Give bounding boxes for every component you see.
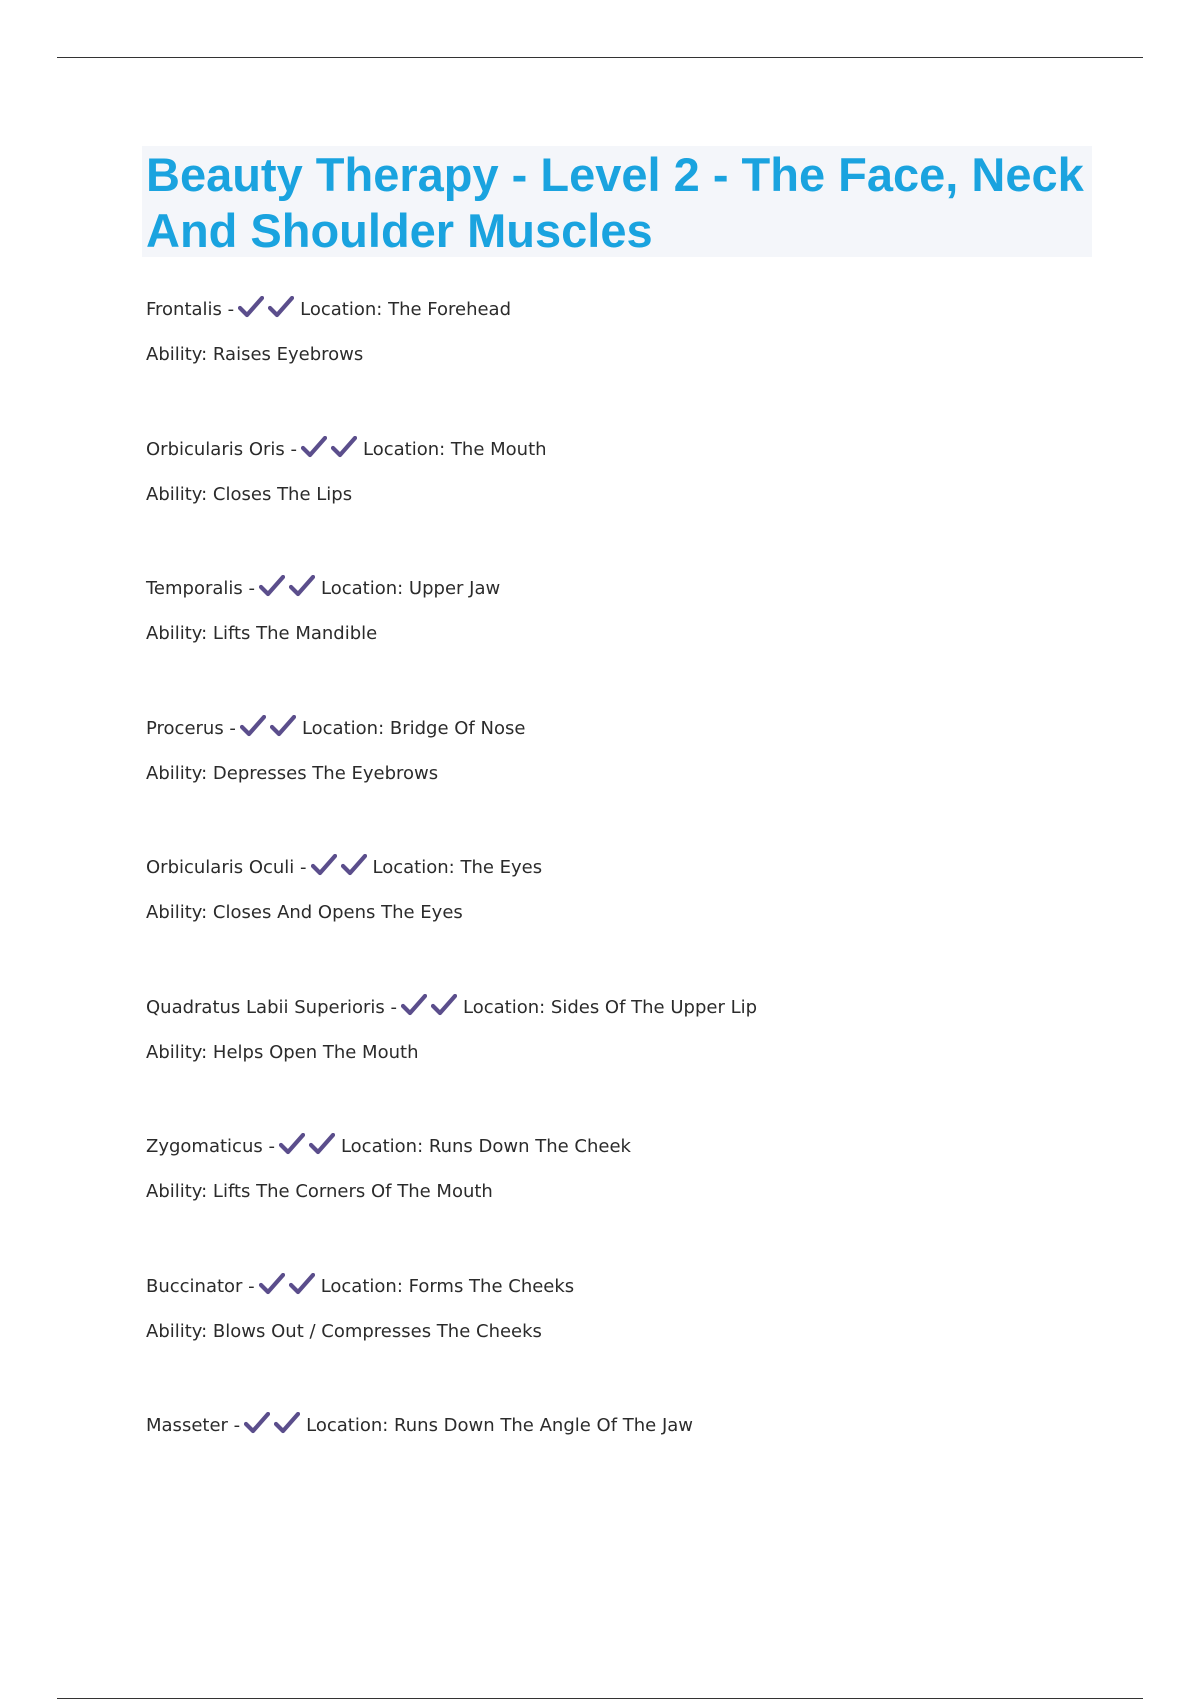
term-label: Procerus - (146, 717, 236, 739)
location-text: Location: The Mouth (363, 438, 547, 460)
term-label: Orbicularis Oris - (146, 438, 297, 460)
location-text: Location: Upper Jaw (321, 578, 501, 599)
checkmark-icon (431, 994, 457, 1016)
answer-checkmarks (244, 1412, 304, 1441)
checkmark-icon (311, 854, 337, 876)
checkmark-icon (279, 1133, 305, 1155)
term-label: Masseter - (146, 1415, 241, 1436)
ability-text: Ability: Closes The Lips (146, 483, 353, 505)
title-banner (142, 146, 1092, 257)
answer-checkmarks (240, 715, 300, 744)
checkmark-icon (401, 994, 427, 1016)
flashcard-entry (146, 715, 1086, 855)
term-label: Quadratus Labii Superioris - (146, 996, 397, 1018)
checkmark-icon (268, 296, 294, 318)
ability-text: Ability: Closes And Opens The Eyes (146, 902, 463, 923)
term-line (146, 436, 1086, 460)
location-text: Location: Runs Down The Cheek (340, 1136, 631, 1157)
flashcard-entry (146, 296, 1086, 436)
flashcard-entry (146, 575, 1086, 715)
term-line (146, 854, 1086, 878)
checkmark-icon (331, 436, 357, 458)
answer-checkmarks (259, 575, 319, 604)
bottom-rule (57, 1698, 1143, 1699)
checkmark-icon (240, 715, 266, 737)
flashcard-entry (146, 436, 1086, 576)
checkmark-icon (259, 575, 285, 597)
flashcard-entry (146, 854, 1086, 994)
checkmark-icon (259, 1273, 285, 1295)
checkmark-icon (301, 436, 327, 458)
flashcard-entry (146, 1133, 1086, 1273)
answer-checkmarks (259, 1273, 319, 1302)
ability-text: Ability: Helps Open The Mouth (146, 1041, 419, 1063)
checkmark-icon (238, 296, 264, 318)
ability-text: Ability: Raises Eyebrows (146, 344, 364, 365)
location-text: Location: The Forehead (300, 299, 512, 320)
answer-checkmarks (238, 296, 298, 325)
answer-checkmarks (311, 854, 371, 883)
location-text: Location: Runs Down The Angle Of The Jaw (306, 1415, 694, 1436)
term-label: Zygomaticus - (146, 1136, 275, 1157)
checkmark-icon (274, 1412, 300, 1434)
top-rule (57, 57, 1143, 58)
checkmark-icon (270, 715, 296, 737)
term-line (146, 994, 1086, 1018)
document-title: Beauty Therapy - Level 2 - The Face, Neck And Shoulder Muscles (146, 148, 1084, 257)
answer-checkmarks (301, 436, 361, 465)
flashcard-list (146, 296, 1086, 1552)
answer-checkmarks (279, 1133, 339, 1162)
term-line (146, 1412, 1086, 1436)
term-label: Buccinator - (146, 1275, 255, 1297)
answer-checkmarks (401, 994, 461, 1023)
location-text: Location: The Eyes (372, 857, 543, 878)
term-line (146, 1133, 1086, 1157)
checkmark-icon (289, 1273, 315, 1295)
location-text: Location: Forms The Cheeks (320, 1275, 575, 1297)
flashcard-entry (146, 1412, 1086, 1552)
checkmark-icon (244, 1412, 270, 1434)
ability-text: Ability: Lifts The Corners Of The Mouth (146, 1181, 493, 1202)
checkmark-icon (341, 854, 367, 876)
term-line (146, 575, 1086, 599)
flashcard-entry (146, 1273, 1086, 1413)
term-label: Temporalis - (146, 578, 256, 599)
checkmark-icon (289, 575, 315, 597)
checkmark-icon (309, 1133, 335, 1155)
ability-text: Ability: Depresses The Eyebrows (146, 762, 439, 784)
location-text: Location: Sides Of The Upper Lip (462, 996, 758, 1018)
term-line (146, 296, 1086, 320)
ability-text: Ability: Lifts The Mandible (146, 623, 378, 644)
term-label: Orbicularis Oculi - (146, 857, 307, 878)
flashcard-entry (146, 994, 1086, 1134)
ability-text: Ability: Blows Out / Compresses The Cheeks (146, 1320, 542, 1342)
location-text: Location: Bridge Of Nose (301, 717, 526, 739)
term-line (146, 715, 1086, 739)
term-label: Frontalis - (146, 299, 235, 320)
term-line (146, 1273, 1086, 1297)
